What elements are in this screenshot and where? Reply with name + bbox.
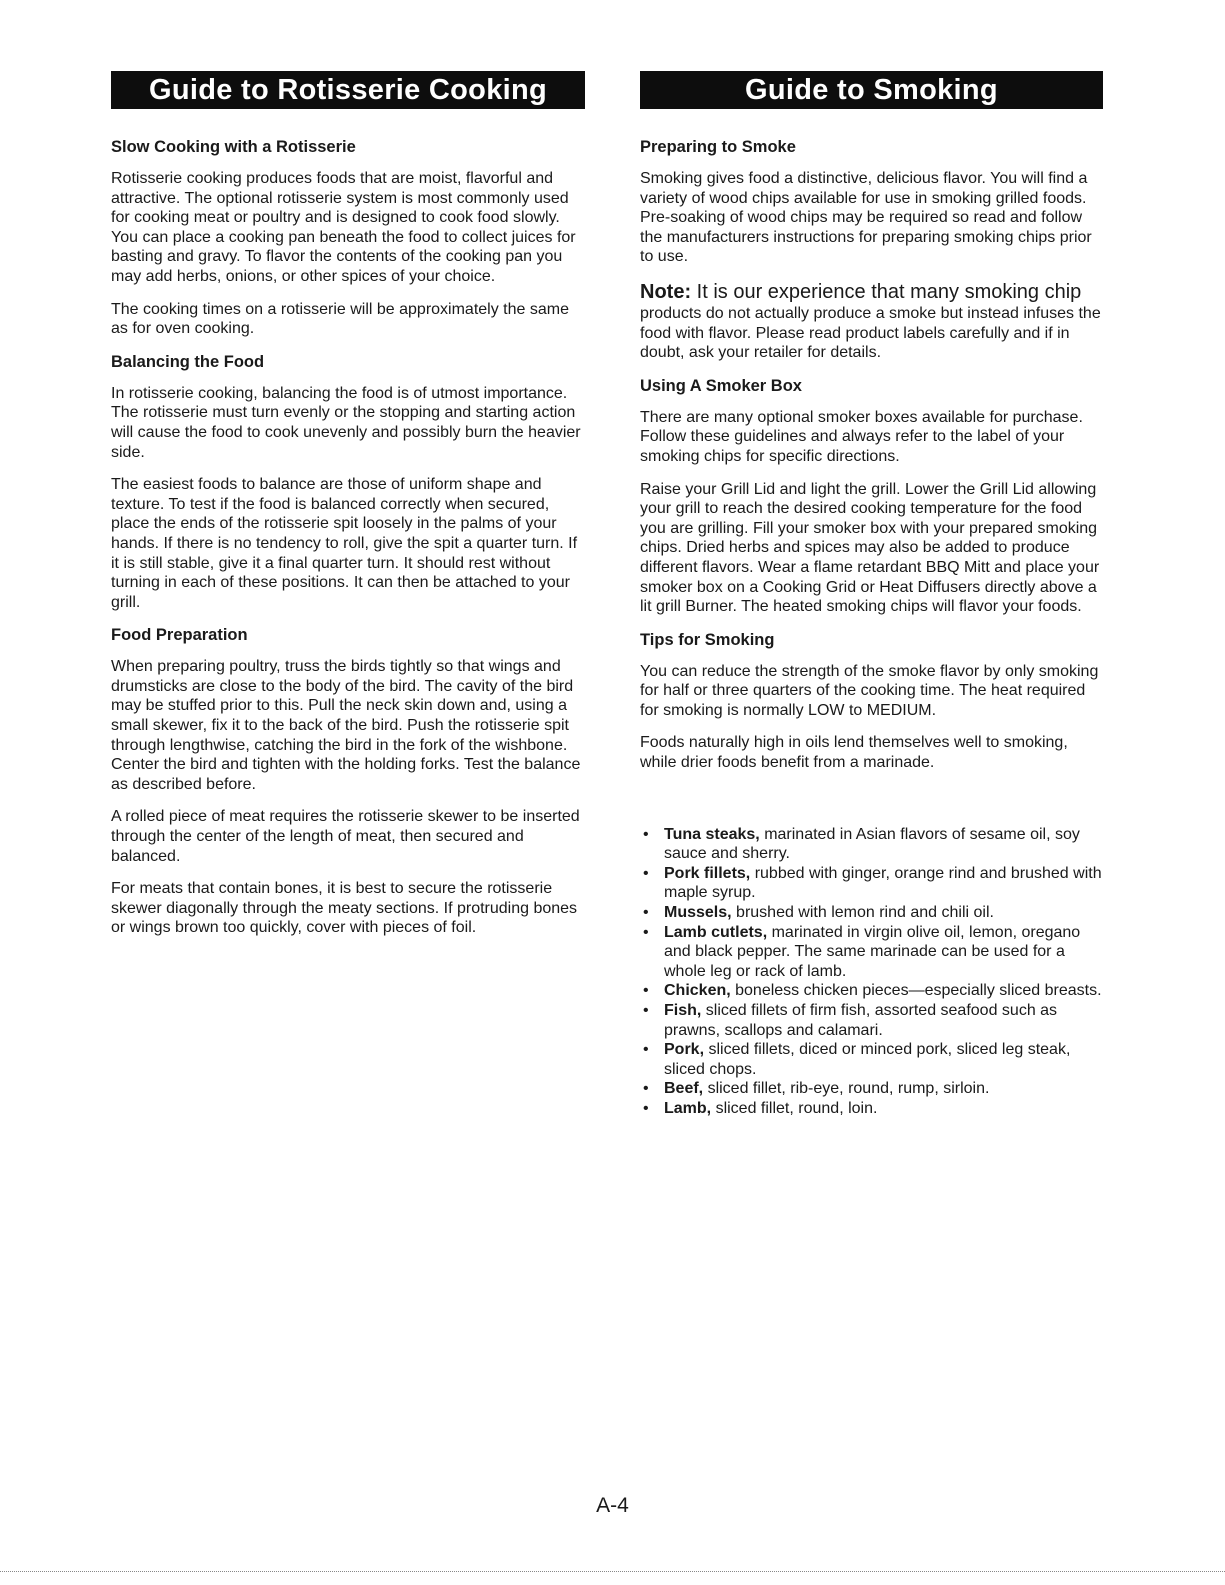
rotisserie-column [111, 71, 585, 951]
list-item: • Lamb, sliced fillet, round, loin. [640, 1099, 1103, 1119]
note-paragraph: products do not actually produce a smoke but instead infuses the food with flavor. Please read product labels carefully and if in doubt, ask your retailer for details. [640, 304, 1101, 362]
list-item: • Chicken, boneless chicken pieces—especially sliced breasts. [640, 981, 1103, 1001]
cooking-times-paragraph: The cooking times on a rotisserie will be approximately the same as for oven cooking. [111, 300, 569, 338]
bottom-divider [0, 1571, 1225, 1572]
food-list [640, 825, 1103, 1119]
list-item: • Lamb cutlets, marinated in virgin olive oil, lemon, oregano and black pepper. The same marinade can be used for a whole leg or rack of lamb. [640, 923, 1103, 982]
grill-lid-paragraph: Raise your Grill Lid and light the grill. Lower the Grill Lid allowing your grill to reach the desired cooking temperature for the food you are grilling. Fill your smoker box with your prepared smoking chips. Dried herbs and spices may also be added to produce different flavors. Wear a flame retardant BBQ Mitt and place your smoker box on a Cooking Grid or Heat Diffusers directly above a lit grill Burner. The heated smoking chips will flavor your foods. [640, 480, 1100, 616]
list-item: • Tuna steaks, marinated in Asian flavors of sesame oil, soy sauce and sherry. [640, 825, 1103, 864]
slow-cooking-paragraph: Rotisserie cooking produces foods that are moist, flavorful and attractive. The optional rotisserie system is most commonly used for cooking meat or poultry and is designed to cook food slowly. You can place a cooking pan beneath the food to collect juices for basting and gravy. To flavor the contents of the cooking pan you may add herbs, onions, or other spices of your choice. [111, 170, 576, 285]
note-lead-text: It is our experience that many smoking chip [691, 280, 1082, 303]
list-item: • Pork, sliced fillets, diced or minced pork, sliced leg steak, sliced chops. [640, 1040, 1103, 1079]
list-item: • Pork fillets, rubbed with ginger, orange rind and brushed with maple syrup. [640, 864, 1103, 903]
slow-cooking-heading: Slow Cooking with a Rotisserie [111, 138, 356, 156]
oils-paragraph: Foods naturally high in oils lend themselves well to smoking, while drier foods benefit from a marinade. [640, 734, 1068, 772]
easiest-foods-paragraph: The easiest foods to balance are those of uniform shape and texture. To test if the food is balanced correctly when secured, place the ends of the rotisserie spit loosely in the palms of your hands. If there is no tendency to roll, give the spit a quarter turn. If it is still stable, give it a final quarter turn. It should rest without turning in each of these positions. It can then be attached to your grill. [111, 476, 578, 611]
smoker-box-heading: Using A Smoker Box [640, 376, 802, 395]
strength-paragraph: You can reduce the strength of the smoke flavor by only smoking for half or three quarters of the cooking time. The heat required for smoking is normally LOW to MEDIUM. [640, 662, 1099, 719]
preparing-paragraph: Smoking gives food a distinctive, delicious flavor. You will find a variety of wood chips available for use in smoking grilled foods. Pre-soaking of wood chips may be required so read and follow the manufacturers instructions for preparing smoking chips prior to use. [640, 170, 1092, 266]
rolled-meat-paragraph: A rolled piece of meat requires the rotisserie skewer to be inserted through the center of the length of meat, then secured and balanced. [111, 808, 580, 865]
smoker-box-paragraph: There are many optional smoker boxes available for purchase. Follow these guidelines and always refer to the label of your smoking chips for specific directions. [640, 408, 1083, 465]
list-item: • Fish, sliced fillets of firm fish, assorted seafood such as prawns, scallops and calamari. [640, 1001, 1103, 1040]
list-item: • Beef, sliced fillet, rib-eye, round, rump, sirloin. [640, 1079, 1103, 1099]
smoking-banner: Guide to Smoking [640, 71, 1103, 109]
page-number: A-4 [596, 1494, 629, 1517]
smoking-column [640, 71, 1103, 1119]
poultry-paragraph: When preparing poultry, truss the birds tightly so that wings and drumsticks are close to the body of the bird. The cavity of the bird may be stuffed prior to this. Pull the neck skin down and, using a small skewer, fix it to the back of the bird. Push the rotisserie spit through lengthwise, catching the bird in the fork of the wishbone. Center the bird and tighten with the holding forks. Test the balance as described before. [111, 658, 581, 793]
tips-heading: Tips for Smoking [640, 630, 775, 649]
preparing-heading: Preparing to Smoke [640, 138, 796, 156]
balancing-heading: Balancing the Food [111, 352, 265, 371]
bones-paragraph: For meats that contain bones, it is best to secure the rotisserie skewer diagonally through the meaty sections. If protruding bones or wings brown too quickly, cover with pieces of foil. [111, 880, 578, 937]
balancing-paragraph: In rotisserie cooking, balancing the food is of utmost importance. The rotisserie must turn evenly or the stopping and starting action will cause the food to cook unevenly and possibly burn the heavier side. [111, 384, 581, 461]
food-preparation-heading: Food Preparation [111, 626, 248, 645]
note-lead [640, 280, 1103, 304]
list-item: • Mussels, brushed with lemon rind and chili oil. [640, 903, 1103, 923]
note-label: Note: [640, 280, 692, 303]
rotisserie-banner: Guide to Rotisserie Cooking [111, 71, 585, 109]
